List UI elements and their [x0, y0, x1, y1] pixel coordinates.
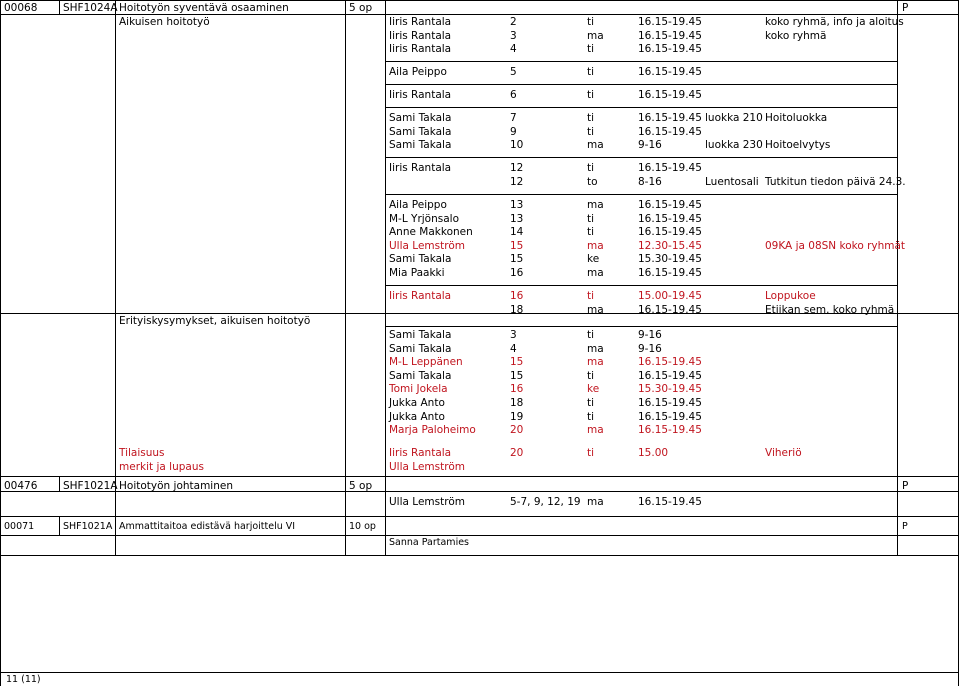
row-time: 16.15-19.45 — [638, 212, 702, 225]
row-week: 5-7, 9, 12, 19 — [510, 496, 581, 508]
row-time: 16.15-19.45 — [638, 303, 702, 316]
row-teacher: Aila Peippo — [389, 199, 447, 211]
row-day: ma — [587, 342, 604, 355]
row-note: Hoitoluokka — [765, 112, 828, 125]
row-teacher: Iiris Rantala — [389, 16, 452, 28]
row-time: 16.15-19.45 — [638, 112, 702, 125]
course-name: Hoitotyön syventävä osaaminen — [119, 2, 289, 14]
row-time: 9-16 — [638, 329, 662, 341]
row-day: ti — [587, 329, 595, 341]
row-day: ti — [587, 162, 595, 175]
rule — [59, 476, 60, 492]
rule — [0, 555, 959, 556]
row-time: 16.15-19.45 — [638, 226, 702, 239]
row-week: 3 — [510, 329, 517, 341]
row-week: 6 — [510, 89, 517, 102]
course-grade: P — [902, 521, 908, 532]
row-teacher: Iiris Rantala — [389, 29, 452, 42]
row-week: 13 — [510, 212, 524, 225]
row-teacher: Iiris Rantala — [389, 290, 452, 302]
course-id: SHF1024A — [63, 2, 118, 14]
event-week: 20 — [510, 447, 524, 459]
row-time: 9-16 — [638, 139, 662, 152]
rule — [0, 0, 1, 686]
row-teacher: Anne Makkonen — [389, 226, 473, 239]
course-id: SHF1021A — [63, 480, 118, 492]
row-teacher: Sami Takala — [389, 342, 452, 355]
row-day: ti — [587, 89, 595, 102]
row-week: 13 — [510, 199, 524, 211]
row-teacher: Sami Takala — [389, 253, 452, 266]
rule — [115, 0, 116, 556]
row-time: 16.15-19.45 — [638, 43, 702, 56]
row-time: 16.15-19.45 — [638, 125, 702, 138]
row-day: ti — [587, 43, 595, 56]
row-week: 7 — [510, 112, 517, 125]
row-time: 9-16 — [638, 342, 662, 355]
event-day: ti — [587, 447, 595, 459]
row-week: 12 — [510, 162, 524, 175]
event-teacher-2: Ulla Lemström — [389, 461, 465, 473]
row-week: 19 — [510, 410, 524, 423]
rule — [59, 516, 60, 536]
course-credits: 5 op — [349, 2, 373, 14]
course-grade: P — [902, 2, 909, 14]
row-day: ma — [587, 139, 604, 152]
row-day: ke — [587, 253, 600, 266]
row-note: koko ryhmä — [765, 29, 827, 42]
rule — [385, 326, 897, 327]
event-time: 15.00 — [638, 447, 669, 459]
row-day: ma — [587, 424, 604, 437]
row-teacher: Sami Takala — [389, 329, 452, 341]
row-week: 3 — [510, 29, 517, 42]
rule — [345, 0, 346, 556]
row-teacher: Tomi Jokela — [389, 383, 448, 396]
row-teacher: Jukka Anto — [389, 397, 445, 409]
row-time: 16.15-19.45 — [638, 16, 702, 28]
course-grade: P — [902, 480, 909, 492]
row-day: ma — [587, 356, 604, 369]
row-teacher: Jukka Anto — [389, 410, 445, 423]
rule — [385, 107, 897, 108]
row-week: 5 — [510, 66, 517, 79]
rule — [0, 535, 959, 536]
row-week: 12 — [510, 176, 524, 188]
row-time: 16.15-19.45 — [638, 267, 702, 279]
row-time: 16.15-19.45 — [638, 89, 702, 102]
course-code: 00068 — [4, 2, 38, 14]
row-note: 09KA ja 08SN koko ryhmät — [765, 239, 906, 252]
row-day: ma — [587, 29, 604, 42]
row-time: 15.00-19.45 — [638, 290, 702, 302]
row-teacher: Sami Takala — [389, 112, 452, 125]
page-number: 11 (11) — [6, 674, 41, 685]
course-credits: 5 op — [349, 480, 373, 492]
course-credits: 10 op — [349, 521, 376, 532]
row-day: ma — [587, 199, 604, 211]
rule — [59, 0, 60, 15]
course-code: 00476 — [4, 480, 38, 492]
row-week: 9 — [510, 125, 517, 138]
row-day: to — [587, 176, 598, 188]
row-day: ke — [587, 383, 600, 396]
row-week: 4 — [510, 43, 517, 56]
row-time: 15.30-19.45 — [638, 383, 702, 396]
rule — [0, 0, 959, 1]
row-day: ti — [587, 397, 595, 409]
part-title: Erityiskysymykset, aikuisen hoitotyö — [119, 315, 311, 327]
row-day: ti — [587, 112, 595, 125]
row-week: 15 — [510, 356, 524, 369]
row-week: 16 — [510, 267, 524, 279]
row-teacher: Sami Takala — [389, 139, 452, 152]
rule — [0, 672, 959, 673]
row-time: 12.30-15.45 — [638, 239, 702, 252]
row-week: 20 — [510, 424, 524, 437]
row-time: 8-16 — [638, 176, 662, 188]
row-day: ma — [587, 239, 604, 252]
row-note: Hoitoelvytys — [765, 139, 831, 152]
row-week: 10 — [510, 139, 524, 152]
row-week: 15 — [510, 239, 524, 252]
row-teacher: M-L Leppänen — [389, 356, 463, 369]
row-week: 2 — [510, 16, 517, 28]
row-teacher: Aila Peippo — [389, 66, 447, 79]
row-week: 14 — [510, 226, 524, 239]
course-name: Hoitotyön johtaminen — [119, 480, 233, 492]
row-time: 16.15-19.45 — [638, 199, 702, 211]
row-day: ti — [587, 125, 595, 138]
row-room: luokka 210 — [705, 112, 763, 125]
row-time: 16.15-19.45 — [638, 369, 702, 382]
row-time: 16.15-19.45 — [638, 356, 702, 369]
row-teacher: Ulla Lemström — [389, 239, 465, 252]
course-id: SHF1021A — [63, 521, 113, 532]
rule — [0, 14, 959, 15]
row-day: ma — [587, 267, 604, 279]
row-teacher: Sami Takala — [389, 125, 452, 138]
row-teacher: M-L Yrjönsalo — [389, 212, 460, 225]
event-teacher: Iiris Rantala — [389, 447, 452, 459]
row-teacher: Iiris Rantala — [389, 162, 452, 175]
row-time: 16.15-19.45 — [638, 29, 702, 42]
rule — [385, 194, 897, 195]
row-note: Tutkitun tiedon päivä 24.3. — [765, 176, 906, 188]
row-teacher: Iiris Rantala — [389, 89, 452, 102]
course-code: 00071 — [4, 521, 35, 532]
row-time: 16.15-19.45 — [638, 496, 702, 508]
event-label-2: merkit ja lupaus — [119, 461, 204, 473]
rule — [385, 285, 897, 286]
row-time: 16.15-19.45 — [638, 410, 702, 423]
event-note: Viheriö — [765, 447, 802, 459]
rule — [385, 84, 897, 85]
row-time: 16.15-19.45 — [638, 424, 702, 437]
rule — [0, 516, 959, 517]
row-week: 15 — [510, 369, 524, 382]
row-time: 16.15-19.45 — [638, 162, 702, 175]
row-teacher: Marja Paloheimo — [389, 424, 476, 437]
row-teacher: Sanna Partamies — [389, 537, 469, 548]
row-note: koko ryhmä, info ja aloitus — [765, 16, 904, 28]
row-teacher: Sami Takala — [389, 369, 452, 382]
row-week: 18 — [510, 397, 524, 409]
event-label: Tilaisuus — [119, 447, 165, 459]
part-title: Aikuisen hoitotyö — [119, 16, 210, 28]
row-day: ti — [587, 16, 595, 28]
row-note: Etiikan sem. koko ryhmä — [765, 303, 895, 316]
row-teacher: Iiris Rantala — [389, 43, 452, 56]
rule — [0, 476, 959, 477]
row-teacher: Ulla Lemström — [389, 496, 465, 508]
row-week: 4 — [510, 342, 517, 355]
row-week: 18 — [510, 303, 524, 316]
row-day: ti — [587, 212, 595, 225]
row-note: Loppukoe — [765, 290, 816, 302]
row-week: 16 — [510, 290, 524, 302]
rule — [385, 61, 897, 62]
row-room: Luentosali — [705, 176, 759, 188]
row-room: luokka 230 — [705, 139, 763, 152]
row-day: ti — [587, 66, 595, 79]
row-time: 16.15-19.45 — [638, 66, 702, 79]
row-day: ma — [587, 303, 604, 316]
course-name: Ammattitaitoa edistävä harjoittelu VI — [119, 521, 296, 532]
row-week: 15 — [510, 253, 524, 266]
rule — [385, 157, 897, 158]
row-day: ti — [587, 226, 595, 239]
row-week: 16 — [510, 383, 524, 396]
row-time: 16.15-19.45 — [638, 397, 702, 409]
row-teacher: Mia Paakki — [389, 267, 445, 279]
row-time: 15.30-19.45 — [638, 253, 702, 266]
row-day: ti — [587, 410, 595, 423]
row-day: ma — [587, 496, 604, 508]
row-day: ti — [587, 369, 595, 382]
rule — [897, 0, 898, 556]
row-day: ti — [587, 290, 595, 302]
